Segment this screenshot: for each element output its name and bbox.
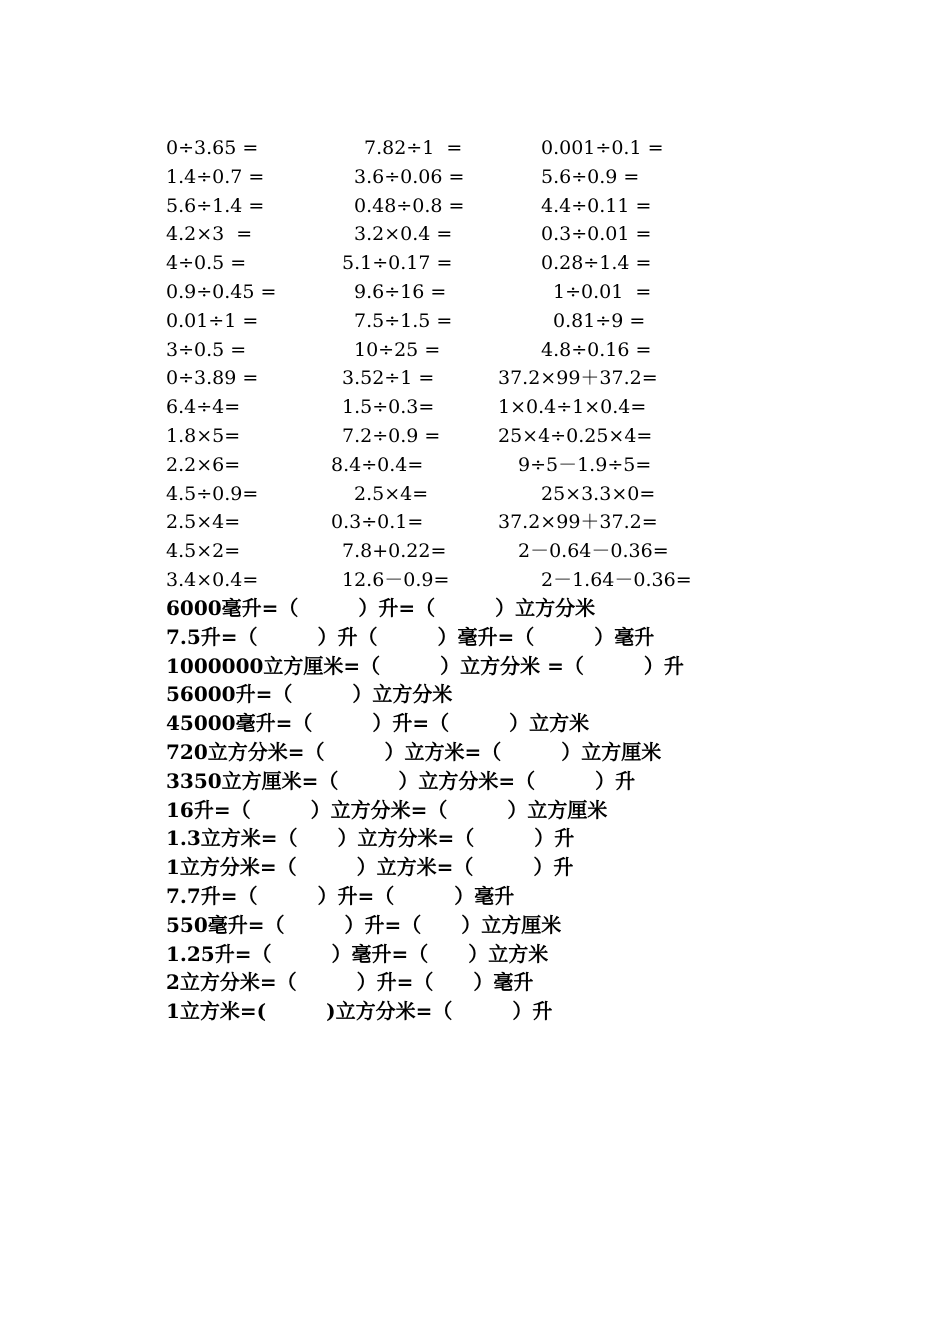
arithmetic-row [0, 278, 950, 307]
arithmetic-problem: 5.1÷0.17 = [342, 252, 453, 275]
arithmetic-problem: 9÷5－1.9÷5= [518, 453, 652, 476]
unit-conversion-problem: 2立方分米=（ ）升=（ ）毫升 [166, 970, 534, 995]
arithmetic-problem: 0.81÷9 = [553, 309, 646, 332]
arithmetic-row [0, 566, 950, 595]
arithmetic-problem: 7.82÷1 = [364, 137, 463, 159]
arithmetic-problem: 3.52÷1 = [342, 367, 435, 390]
unit-conversion-problem: 1立方米=( )立方分米=（ ）升 [166, 999, 553, 1024]
arithmetic-problem: 25×4÷0.25×4= [498, 425, 653, 447]
unit-conversion-problem: 6000毫升=（ ）升=（ ）立方分米 [166, 596, 596, 620]
arithmetic-row [0, 480, 950, 509]
arithmetic-problem: 7.8+0.22= [342, 540, 447, 563]
unit-conversion-problem: 1.3立方米=（ ）立方分米=（ ）升 [166, 826, 575, 851]
arithmetic-problem: 7.5÷1.5 = [354, 309, 453, 332]
arithmetic-row [0, 249, 950, 278]
arithmetic-problem: 0.48÷0.8 = [354, 194, 465, 217]
arithmetic-problem: 1.5÷0.3= [342, 396, 435, 419]
arithmetic-problem: 4.4÷0.11 = [541, 194, 652, 217]
arithmetic-problem: 3.2×0.4 = [354, 223, 453, 246]
arithmetic-problem: 0.9÷0.45 = [166, 281, 277, 303]
arithmetic-problem: 37.2×99＋37.2= [498, 367, 658, 390]
arithmetic-row [0, 336, 950, 365]
arithmetic-problem: 0÷3.89 = [166, 367, 259, 390]
unit-conversion-problem: 7.5升=（ ）升（ ）毫升=（ ）毫升 [166, 624, 655, 649]
unit-conversion-problem: 720立方分米=（ ）立方米=（ ）立方厘米 [166, 740, 662, 764]
arithmetic-problem: 4.8÷0.16 = [541, 338, 652, 361]
arithmetic-row [0, 134, 950, 163]
unit-conversion-problem: 1.25升=（ ）毫升=（ ）立方米 [166, 941, 549, 966]
arithmetic-problem: 2.5×4= [354, 482, 429, 505]
arithmetic-problem: 12.6－0.9= [342, 569, 450, 591]
arithmetic-problem: 4.2×3 = [166, 223, 253, 246]
arithmetic-row [0, 422, 950, 451]
arithmetic-problem: 5.6÷1.4 = [166, 194, 265, 217]
arithmetic-problem: 0.01÷1 = [166, 309, 259, 332]
arithmetic-problem: 4.5×2= [166, 540, 241, 563]
arithmetic-problem: 6.4÷4= [166, 396, 241, 419]
arithmetic-problem: 0÷3.65 = [166, 137, 259, 159]
arithmetic-problem: 4÷0.5 = [166, 252, 247, 275]
arithmetic-problem: 1×0.4÷1×0.4= [498, 396, 647, 419]
unit-conversion-problem: 16升=（ ）立方分米=（ ）立方厘米 [166, 797, 608, 822]
arithmetic-problem: 3.6÷0.06 = [354, 165, 465, 188]
unit-conversion-problem: 550毫升=（ ）升=（ ）立方厘米 [166, 912, 562, 937]
arithmetic-problem: 2－0.64－0.36= [518, 540, 669, 563]
arithmetic-problem: 7.2÷0.9 = [342, 425, 441, 447]
arithmetic-row [0, 508, 950, 537]
arithmetic-row [0, 537, 950, 566]
arithmetic-problem: 1÷0.01 = [553, 281, 652, 303]
arithmetic-problem: 9.6÷16 = [354, 281, 447, 303]
arithmetic-problem: 0.3÷0.1= [331, 511, 424, 534]
arithmetic-row [0, 451, 950, 480]
unit-conversion-problem: 45000毫升=（ ）升=（ ）立方米 [166, 711, 590, 736]
arithmetic-problem: 3÷0.5 = [166, 338, 247, 361]
arithmetic-problem: 2.5×4= [166, 511, 241, 534]
arithmetic-row [0, 393, 950, 422]
arithmetic-problem: 3.4×0.4= [166, 569, 259, 591]
unit-conversion-problem: 7.7升=（ ）升=（ ）毫升 [166, 884, 515, 908]
arithmetic-problem: 2.2×6= [166, 453, 241, 476]
arithmetic-problem: 37.2×99＋37.2= [498, 511, 658, 534]
arithmetic-problem: 8.4÷0.4= [331, 453, 424, 476]
arithmetic-row [0, 163, 950, 192]
arithmetic-row [0, 364, 950, 393]
arithmetic-problem: 4.5÷0.9= [166, 482, 259, 505]
arithmetic-problem: 2－1.64－0.36= [541, 569, 692, 591]
unit-conversion-problem: 1立方分米=（ ）立方米=（ ）升 [166, 855, 574, 880]
unit-conversion-problem: 1000000立方厘米=（ ）立方分米 =（ ）升 [166, 653, 684, 678]
arithmetic-row [0, 307, 950, 336]
arithmetic-problem: 1.8×5= [166, 425, 241, 447]
arithmetic-problem: 0.3÷0.01 = [541, 223, 652, 246]
arithmetic-problem: 1.4÷0.7 = [166, 165, 265, 188]
arithmetic-problem: 0.001÷0.1 = [541, 137, 664, 159]
arithmetic-row [0, 192, 950, 221]
arithmetic-problem: 10÷25 = [354, 338, 441, 361]
unit-conversion-problem: 3350立方厘米=（ ）立方分米=（ ）升 [166, 768, 636, 793]
arithmetic-problem: 25×3.3×0= [541, 482, 656, 505]
arithmetic-row [0, 220, 950, 249]
unit-conversion-problem: 56000升=（ ）立方分米 [166, 682, 453, 707]
arithmetic-problem: 5.6÷0.9 = [541, 165, 640, 188]
arithmetic-problem: 0.28÷1.4 = [541, 252, 652, 275]
